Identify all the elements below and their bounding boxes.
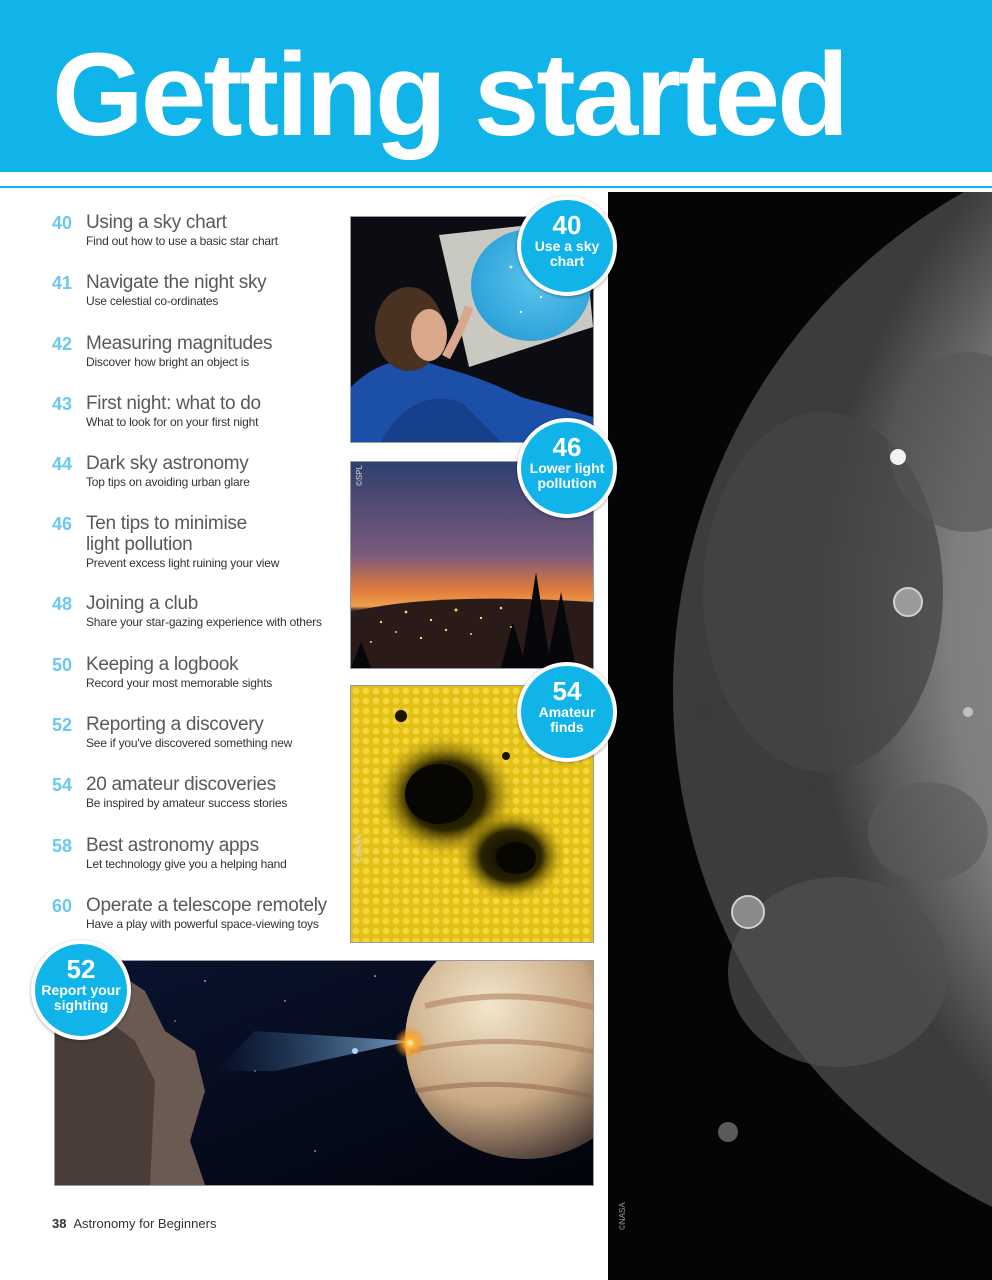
toc-entry[interactable]	[52, 593, 342, 653]
toc-title: Ten tips to minimise light pollution	[86, 513, 247, 556]
badge-light-pollution[interactable]	[517, 418, 617, 518]
toc-entry[interactable]	[52, 774, 342, 834]
toc-title: Measuring magnitudes	[86, 332, 273, 354]
toc-entry[interactable]	[52, 333, 342, 393]
toc-description: Discover how bright an object is	[86, 354, 250, 369]
page-title: Getting started	[52, 29, 847, 161]
toc-title: First night: what to do	[86, 392, 261, 414]
badge-label: Lower light pollution	[529, 460, 605, 491]
toc-entry[interactable]	[52, 272, 342, 332]
toc-entry[interactable]	[52, 513, 342, 593]
toc-page-number: 54	[52, 775, 73, 796]
toc-page-number: 42	[52, 333, 73, 354]
toc-description: See if you've discovered something new	[86, 736, 293, 751]
badge-report[interactable]	[31, 940, 131, 1040]
toc-entry[interactable]	[52, 714, 342, 774]
header-band	[0, 0, 992, 172]
toc-title: Navigate the night sky	[86, 272, 267, 294]
toc-title: 20 amateur discoveries	[86, 774, 276, 796]
badge-label: Amateur finds	[538, 704, 596, 735]
badge-page-number: 40	[552, 210, 582, 240]
toc-page-number: 48	[52, 594, 73, 615]
photo-credit: ©NASA	[355, 834, 364, 862]
badge-sky-chart[interactable]	[517, 196, 617, 296]
toc-page-number: 60	[52, 895, 73, 916]
toc-entry[interactable]	[52, 654, 342, 714]
toc-description: Record your most memorable sights	[86, 675, 273, 690]
toc-description: Share your star-gazing experience with others	[86, 615, 322, 630]
toc-entry[interactable]	[52, 212, 342, 272]
toc-page-number: 44	[52, 454, 73, 475]
jupiter-comet-photo	[54, 960, 594, 1186]
toc-title: Dark sky astronomy	[86, 453, 249, 475]
photo-credit: ©NASA	[618, 1202, 627, 1230]
toc-description: Be inspired by amateur success stories	[86, 796, 288, 811]
photo-credit: ©SPL	[355, 464, 364, 486]
badge-amateur[interactable]	[517, 662, 617, 762]
header-rule	[0, 186, 992, 188]
page-footer	[52, 1216, 216, 1231]
toc-page-number: 43	[52, 393, 73, 414]
toc-entry[interactable]	[52, 393, 342, 453]
toc-page-number: 50	[52, 654, 73, 675]
toc-description: Have a play with powerful space-viewing toys	[86, 916, 319, 931]
toc-description: Prevent excess light ruining your view	[86, 556, 280, 571]
toc-description: Let technology give you a helping hand	[86, 856, 287, 871]
badge-page-number: 54	[552, 676, 582, 706]
toc-page-number: 52	[52, 715, 73, 736]
toc-title: Joining a club	[86, 593, 198, 615]
toc-description: Use celestial co-ordinates	[86, 294, 219, 309]
toc-entry[interactable]	[52, 453, 342, 513]
footer-publication: Astronomy for Beginners	[73, 1216, 217, 1231]
toc-entry[interactable]	[52, 835, 342, 895]
moon-photo	[608, 192, 992, 1280]
toc-description: Find out how to use a basic star chart	[86, 234, 278, 248]
footer-page-number: 38	[52, 1216, 67, 1231]
toc-page-number: 58	[52, 835, 73, 856]
badge-label: Report your sighting	[41, 982, 121, 1013]
toc-description: What to look for on your first night	[86, 414, 259, 429]
badge-page-number: 52	[66, 954, 96, 984]
toc-page-number: 46	[52, 514, 73, 535]
toc-page-number: 41	[52, 273, 73, 294]
toc-title: Keeping a logbook	[86, 653, 239, 675]
badge-page-number: 46	[552, 432, 582, 462]
toc-page-number: 40	[52, 213, 73, 233]
toc-title: Operate a telescope remotely	[86, 894, 327, 916]
table-of-contents	[52, 212, 342, 955]
badge-label: Use a sky chart	[534, 238, 600, 269]
toc-title: Best astronomy apps	[86, 834, 259, 856]
toc-title: Reporting a discovery	[86, 714, 264, 736]
toc-title: Using a sky chart	[86, 212, 227, 233]
toc-description: Top tips on avoiding urban glare	[86, 475, 250, 490]
